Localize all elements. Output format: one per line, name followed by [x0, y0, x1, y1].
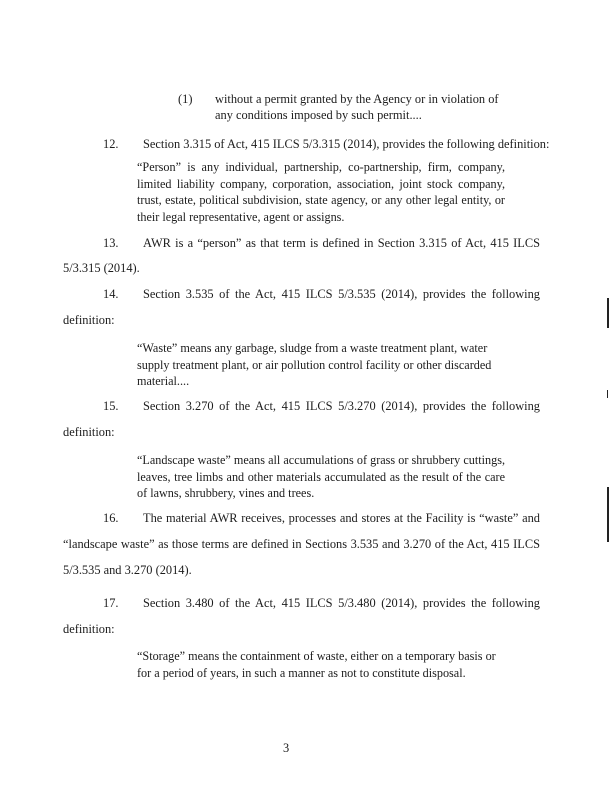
para-12-text: Section 3.315 of Act, 415 ILCS 5/3.315 (2014), provides the following definition:	[143, 137, 550, 151]
item-l-line-1: without a permit granted by the Agency or in violation of	[215, 92, 499, 106]
scan-edge-mark	[607, 298, 609, 328]
scan-edge-mark	[607, 390, 608, 398]
item-l-marker: (1)	[178, 92, 193, 106]
para-16-line-1: The material AWR receives, processes and stores at the Facility is “waste” and	[143, 511, 540, 525]
para-16-number: 16.	[103, 511, 119, 525]
para-14-line-2: definition:	[63, 313, 115, 327]
para-15-quote: “Landscape waste” means all accumulations of grass or shrubbery cuttings, leaves, tree limbs and other materials accumulated as the result of the care of lawns, shrubbery, vines and trees.	[137, 453, 505, 500]
para-17-quote: “Storage” means the containment of waste, either on a temporary basis or for a period of years, in such a manner as not to constitute disposal.	[137, 649, 496, 680]
para-14-quote: “Waste” means any garbage, sludge from a waste treatment plant, water supply treatment plant, or air pollution control facility or other discarded material....	[137, 341, 492, 388]
para-12-quote: “Person” is any individual, partnership, co-partnership, firm, company, limited liability company, corporation, association, joint stock company, trust, estate, political subdivision, state agency, or any other legal entity, or their legal representative, agent or assigns.	[137, 160, 505, 224]
para-12-number: 12.	[103, 137, 119, 151]
para-16-line-2: “landscape waste” as those terms are defined in Sections 3.535 and 3.270 of the Act, 415 ILCS	[63, 537, 540, 551]
para-13-line-1: AWR is a “person” as that term is defined in Section 3.315 of Act, 415 ILCS	[143, 236, 540, 250]
para-15-line-1: Section 3.270 of the Act, 415 ILCS 5/3.270 (2014), provides the following	[143, 399, 540, 413]
para-15-line-2: definition:	[63, 425, 115, 439]
para-16-line-3: 5/3.535 and 3.270 (2014).	[63, 563, 192, 577]
para-13-number: 13.	[103, 236, 119, 250]
item-l-line-2: any conditions imposed by such permit....	[215, 108, 422, 122]
page-number: 3	[283, 741, 290, 755]
scan-edge-mark	[607, 487, 609, 542]
para-14-number: 14.	[103, 287, 119, 301]
para-17-line-1: Section 3.480 of the Act, 415 ILCS 5/3.480 (2014), provides the following	[143, 596, 540, 610]
para-13-line-2: 5/3.315 (2014).	[63, 261, 140, 275]
para-17-line-2: definition:	[63, 622, 115, 636]
para-17-number: 17.	[103, 596, 119, 610]
para-15-number: 15.	[103, 399, 119, 413]
para-14-line-1: Section 3.535 of the Act, 415 ILCS 5/3.535 (2014), provides the following	[143, 287, 540, 301]
